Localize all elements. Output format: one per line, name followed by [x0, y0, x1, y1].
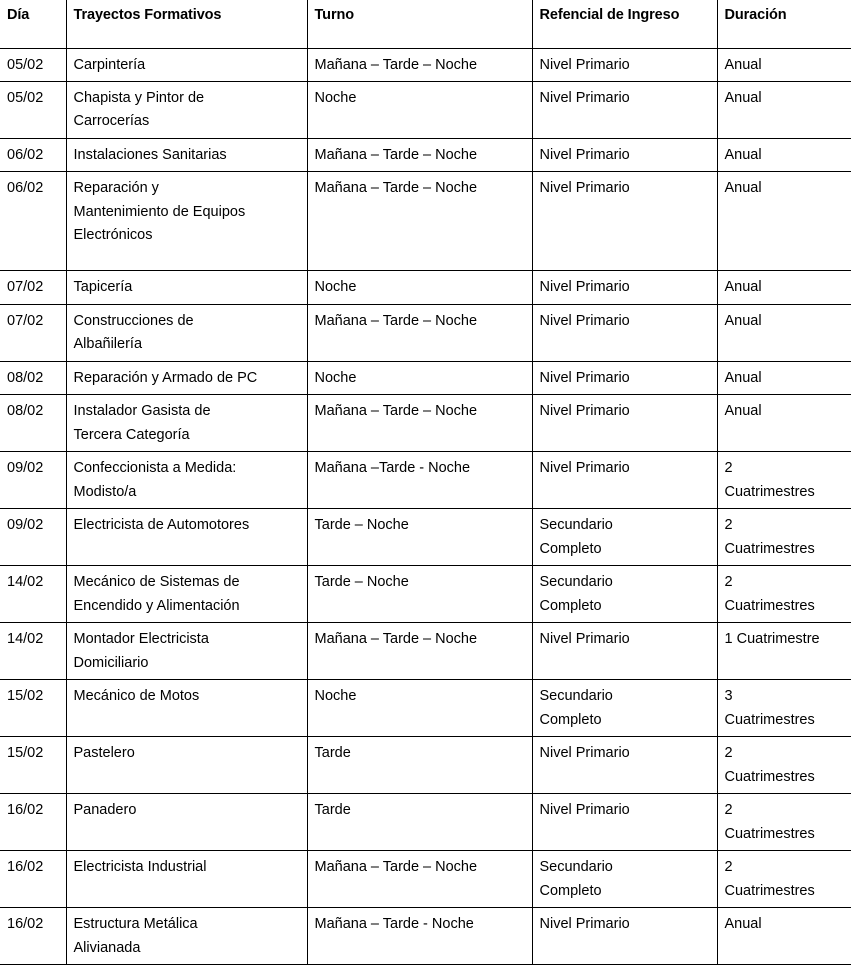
- cell-trayecto-line: Panadero: [73, 802, 137, 819]
- cell-duracion-line: Anual: [724, 89, 762, 106]
- cell-turno: [307, 908, 532, 965]
- table-row: [0, 509, 851, 566]
- cell-referencial: [532, 452, 717, 509]
- cell-trayecto: [66, 395, 307, 452]
- cell-referencial-line: Nivel Primario: [539, 89, 630, 106]
- cell-trayecto-line: Montador Electricista: [73, 631, 209, 648]
- cell-duracion-line: Anual: [724, 279, 762, 296]
- cell-trayecto-line: Electrónicos: [73, 227, 153, 244]
- cell-referencial: [532, 172, 717, 271]
- cell-trayecto-line: Mantenimiento de Equipos: [73, 203, 246, 220]
- cell-dia-line: 15/02: [7, 688, 44, 705]
- cell-duracion: [717, 908, 851, 965]
- cell-turno-line: Noche: [314, 688, 357, 705]
- cell-dia: [0, 361, 66, 394]
- cell-turno-line: Mañana – Tarde – Noche: [314, 631, 478, 648]
- cell-referencial: [532, 794, 717, 851]
- cell-duracion-line: 1 Cuatrimestre: [724, 631, 820, 648]
- cell-dia-line: 16/02: [7, 859, 44, 876]
- cell-referencial-line: Secundario: [539, 688, 613, 705]
- cell-referencial-line: Nivel Primario: [539, 146, 630, 163]
- cell-duracion: [717, 566, 851, 623]
- cell-trayecto-line: Albañilería: [73, 336, 143, 353]
- cell-turno: [307, 271, 532, 304]
- cell-turno-line: Mañana – Tarde – Noche: [314, 146, 478, 163]
- cell-trayecto: [66, 138, 307, 171]
- cell-turno-line: Mañana – Tarde – Noche: [314, 180, 478, 197]
- cell-referencial: [532, 304, 717, 361]
- cell-duracion-line: 2: [724, 745, 733, 762]
- cell-dia: [0, 81, 66, 138]
- table-row: [0, 680, 851, 737]
- cell-trayecto: [66, 271, 307, 304]
- cell-referencial-line: Nivel Primario: [539, 916, 630, 933]
- column-header-turno: Turno: [307, 0, 532, 48]
- cell-trayecto-line: Instalaciones Sanitarias: [73, 146, 227, 163]
- cell-dia-line: 16/02: [7, 916, 44, 933]
- cell-dia: [0, 851, 66, 908]
- cell-dia-line: 05/02: [7, 89, 44, 106]
- cell-turno-line: Mañana – Tarde – Noche: [314, 56, 478, 73]
- cell-dia: [0, 566, 66, 623]
- cell-duracion-line: Cuatrimestres: [724, 768, 815, 785]
- cell-dia: [0, 48, 66, 81]
- cell-duracion: [717, 680, 851, 737]
- cell-turno: [307, 172, 532, 271]
- cell-turno: [307, 361, 532, 394]
- cell-duracion: [717, 737, 851, 794]
- cell-duracion-line: 2: [724, 802, 733, 819]
- cell-trayecto-line: Reparación y: [73, 180, 159, 197]
- cell-trayecto: [66, 48, 307, 81]
- cell-referencial: [532, 737, 717, 794]
- cell-turno-line: Mañana – Tarde – Noche: [314, 403, 478, 420]
- cell-turno-line: Noche: [314, 369, 357, 386]
- cell-turno-line: Tarde – Noche: [314, 517, 409, 534]
- column-header-duracion: Duración: [717, 0, 851, 48]
- cell-trayecto: [66, 304, 307, 361]
- cell-duracion-line: 2: [724, 517, 733, 534]
- cell-referencial-line: Nivel Primario: [539, 180, 630, 197]
- table-row: [0, 737, 851, 794]
- cell-dia: [0, 623, 66, 680]
- cell-duracion: [717, 851, 851, 908]
- cell-trayecto: [66, 794, 307, 851]
- cell-dia: [0, 304, 66, 361]
- table-row: [0, 271, 851, 304]
- cell-duracion: [717, 794, 851, 851]
- cell-duracion-line: Cuatrimestres: [724, 825, 815, 842]
- cell-dia: [0, 908, 66, 965]
- cell-referencial-line: Nivel Primario: [539, 279, 630, 296]
- cell-duracion: [717, 509, 851, 566]
- cell-trayecto-line: Mecánico de Motos: [73, 688, 200, 705]
- cell-trayecto-line: Modisto/a: [73, 483, 137, 500]
- cell-turno-line: Mañana –Tarde - Noche: [314, 460, 471, 477]
- cell-duracion: [717, 304, 851, 361]
- cell-dia: [0, 794, 66, 851]
- cell-trayecto-line: Construcciones de: [73, 312, 194, 329]
- cell-referencial: [532, 361, 717, 394]
- cell-duracion-line: Cuatrimestres: [724, 540, 815, 557]
- cell-duracion-line: Cuatrimestres: [724, 882, 815, 899]
- cell-referencial-line: Secundario: [539, 517, 613, 534]
- cell-dia-line: 09/02: [7, 517, 44, 534]
- cell-duracion: [717, 81, 851, 138]
- cell-duracion-line: Cuatrimestres: [724, 711, 815, 728]
- table-row: [0, 794, 851, 851]
- cell-trayecto-line: Tercera Categoría: [73, 426, 190, 443]
- cell-trayecto-line: Estructura Metálica: [73, 916, 198, 933]
- cell-trayecto: [66, 509, 307, 566]
- column-header-refencial-de-ingreso: Refencial de Ingreso: [532, 0, 717, 48]
- cell-trayecto: [66, 680, 307, 737]
- cell-referencial: [532, 271, 717, 304]
- cell-turno: [307, 566, 532, 623]
- cell-referencial: [532, 566, 717, 623]
- cell-referencial: [532, 623, 717, 680]
- table-header: [0, 0, 851, 48]
- table-row: [0, 908, 851, 965]
- cell-turno: [307, 680, 532, 737]
- cell-turno-line: Mañana – Tarde – Noche: [314, 312, 478, 329]
- cell-turno-line: Tarde – Noche: [314, 574, 409, 591]
- cell-trayecto-line: Electricista Industrial: [73, 859, 207, 876]
- cell-turno-line: Tarde: [314, 802, 351, 819]
- table-row: [0, 395, 851, 452]
- cell-duracion-line: Anual: [724, 369, 762, 386]
- cell-referencial: [532, 908, 717, 965]
- cell-turno-line: Mañana – Tarde – Noche: [314, 859, 478, 876]
- cell-duracion: [717, 138, 851, 171]
- cell-turno: [307, 623, 532, 680]
- cell-dia-line: 06/02: [7, 180, 44, 197]
- cell-dia-line: 16/02: [7, 802, 44, 819]
- cell-referencial-line: Nivel Primario: [539, 631, 630, 648]
- cell-trayecto: [66, 566, 307, 623]
- cell-referencial-line: Completo: [539, 540, 602, 557]
- cell-trayecto: [66, 737, 307, 794]
- cell-turno: [307, 851, 532, 908]
- table-body: [0, 48, 851, 965]
- cell-dia: [0, 395, 66, 452]
- cell-trayecto-line: Carpintería: [73, 56, 146, 73]
- cell-dia: [0, 737, 66, 794]
- cell-duracion: [717, 361, 851, 394]
- cell-duracion: [717, 48, 851, 81]
- table-row: [0, 361, 851, 394]
- cell-turno-line: Noche: [314, 89, 357, 106]
- table-row: [0, 566, 851, 623]
- cell-referencial: [532, 138, 717, 171]
- cell-trayecto-line: Carrocerías: [73, 113, 150, 130]
- cell-trayecto-line: Pastelero: [73, 745, 135, 762]
- cell-referencial-line: Secundario: [539, 574, 613, 591]
- cell-referencial-line: Completo: [539, 597, 602, 614]
- cell-referencial-line: Completo: [539, 882, 602, 899]
- cell-referencial-line: Completo: [539, 711, 602, 728]
- cell-referencial-line: Secundario: [539, 859, 613, 876]
- cell-duracion: [717, 172, 851, 271]
- cell-trayecto-line: Mecánico de Sistemas de: [73, 574, 240, 591]
- cell-duracion-line: 2: [724, 859, 733, 876]
- cell-trayecto: [66, 361, 307, 394]
- cell-trayecto-line: Domiciliario: [73, 654, 149, 671]
- cell-duracion-line: 2: [724, 574, 733, 591]
- cell-duracion: [717, 271, 851, 304]
- cell-referencial-line: Nivel Primario: [539, 312, 630, 329]
- cell-dia-line: 08/02: [7, 403, 44, 420]
- cell-trayecto: [66, 908, 307, 965]
- table-row: [0, 623, 851, 680]
- table-row: [0, 452, 851, 509]
- cell-turno: [307, 138, 532, 171]
- cell-trayecto: [66, 81, 307, 138]
- cell-duracion: [717, 452, 851, 509]
- cell-duracion-line: Anual: [724, 146, 762, 163]
- cell-trayecto: [66, 623, 307, 680]
- cell-trayecto: [66, 452, 307, 509]
- cell-duracion-line: Anual: [724, 312, 762, 329]
- table-row: [0, 138, 851, 171]
- cell-duracion-line: Cuatrimestres: [724, 597, 815, 614]
- cell-trayecto-line: Tapicería: [73, 279, 133, 296]
- cell-trayecto-line: Encendido y Alimentación: [73, 597, 240, 614]
- cell-duracion-line: 3: [724, 688, 733, 705]
- cell-trayecto-line: Electricista de Automotores: [73, 517, 250, 534]
- cell-turno-line: Noche: [314, 279, 357, 296]
- cell-dia-line: 06/02: [7, 146, 44, 163]
- table-row: [0, 172, 851, 271]
- cell-turno-line: Tarde: [314, 745, 351, 762]
- cell-turno: [307, 395, 532, 452]
- cell-turno-line: Mañana – Tarde - Noche: [314, 916, 474, 933]
- cell-duracion-line: Cuatrimestres: [724, 483, 815, 500]
- cell-duracion: [717, 395, 851, 452]
- cell-duracion-line: Anual: [724, 916, 762, 933]
- cell-dia: [0, 138, 66, 171]
- cell-referencial: [532, 395, 717, 452]
- column-header-dia: Día: [0, 0, 66, 48]
- cell-trayecto-line: Alivianada: [73, 939, 141, 956]
- cell-turno: [307, 737, 532, 794]
- cell-dia-line: 09/02: [7, 460, 44, 477]
- cell-dia: [0, 680, 66, 737]
- cell-duracion-line: Anual: [724, 180, 762, 197]
- cell-referencial-line: Nivel Primario: [539, 56, 630, 73]
- cell-dia-line: 07/02: [7, 312, 44, 329]
- cell-turno: [307, 81, 532, 138]
- cell-dia-line: 07/02: [7, 279, 44, 296]
- cell-trayecto: [66, 851, 307, 908]
- cell-dia: [0, 271, 66, 304]
- cell-dia: [0, 452, 66, 509]
- cell-turno: [307, 304, 532, 361]
- table-row: [0, 851, 851, 908]
- cell-duracion-line: Anual: [724, 56, 762, 73]
- cell-trayecto-line: Reparación y Armado de PC: [73, 369, 258, 386]
- cell-turno: [307, 452, 532, 509]
- cell-turno: [307, 794, 532, 851]
- table-row: [0, 48, 851, 81]
- cell-dia-line: 15/02: [7, 745, 44, 762]
- cell-referencial: [532, 48, 717, 81]
- table-row: [0, 304, 851, 361]
- cell-dia-line: 05/02: [7, 56, 44, 73]
- column-header-trayectos-formativos: Trayectos Formativos: [66, 0, 307, 48]
- cell-dia: [0, 172, 66, 271]
- cell-referencial: [532, 509, 717, 566]
- cell-trayecto-line: Chapista y Pintor de: [73, 89, 205, 106]
- cell-trayecto: [66, 172, 307, 271]
- cell-duracion: [717, 623, 851, 680]
- cell-dia-line: 14/02: [7, 574, 44, 591]
- cell-referencial-line: Nivel Primario: [539, 802, 630, 819]
- cell-referencial-line: Nivel Primario: [539, 460, 630, 477]
- cell-duracion-line: Anual: [724, 403, 762, 420]
- cell-turno: [307, 48, 532, 81]
- cell-referencial-line: Nivel Primario: [539, 369, 630, 386]
- cell-referencial: [532, 680, 717, 737]
- table-row: [0, 81, 851, 138]
- cell-trayecto-line: Confeccionista a Medida:: [73, 460, 237, 477]
- cell-trayecto-line: Instalador Gasista de: [73, 403, 211, 420]
- cell-duracion-line: 2: [724, 460, 733, 477]
- cell-dia-line: 14/02: [7, 631, 44, 648]
- cell-referencial-line: Nivel Primario: [539, 403, 630, 420]
- cell-dia-line: 08/02: [7, 369, 44, 386]
- cell-referencial: [532, 81, 717, 138]
- cell-dia: [0, 509, 66, 566]
- cell-referencial: [532, 851, 717, 908]
- table-header-row: [0, 0, 851, 48]
- cell-referencial-line: Nivel Primario: [539, 745, 630, 762]
- cell-turno: [307, 509, 532, 566]
